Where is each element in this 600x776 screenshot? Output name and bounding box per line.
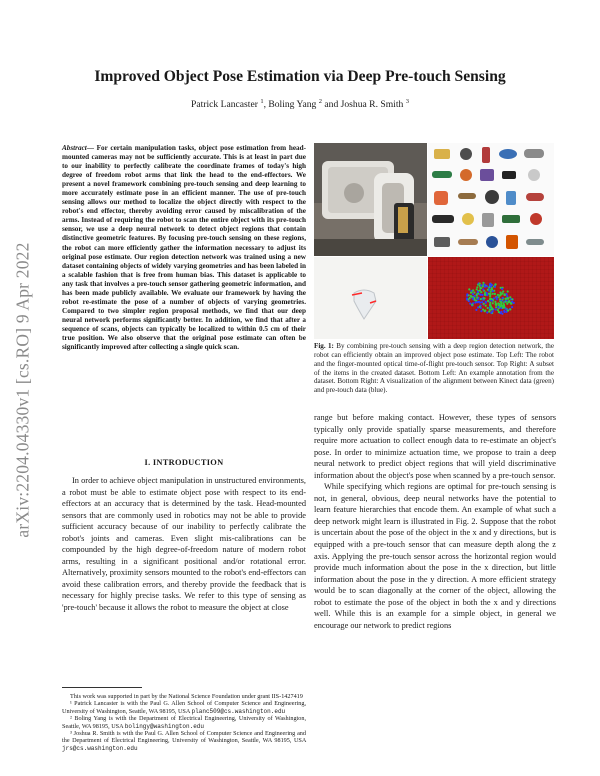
cloud-point (507, 310, 509, 312)
cloud-point (511, 298, 513, 300)
cloud-point (481, 301, 483, 303)
author-name: Boling Yang (268, 99, 317, 111)
author-separator: , (263, 99, 269, 111)
paper-title: Improved Object Pose Estimation via Deep Pre-touch Sensing (94, 68, 506, 85)
cloud-point (479, 306, 481, 308)
footnote-rule (62, 687, 142, 688)
cloud-point (475, 309, 477, 311)
section-heading: I. INTRODUCTION (144, 458, 224, 467)
alignment-visualization (428, 257, 554, 339)
cloud-point (487, 289, 489, 291)
cloud-point (468, 288, 470, 290)
cloud-point (480, 310, 482, 312)
author-mark: 3 (405, 98, 409, 105)
author-mark: 2 (318, 98, 322, 105)
caption-text: By combining pre-touch sensing with a deep region detection network, the robot can efficiently obtain an improved object pose estimate. Top Left: The robot and the finger-mounted optical time-of-flight pre-touch sensor. Top Right: A subset of the items in the created dataset. Bottom Left: An example annotation from the dataset. Bottom Right: A visualization of the alignment between Kinect data (green) and pre-touch data (blue). (314, 342, 554, 395)
cloud-point (470, 292, 472, 294)
cloud-point (501, 288, 503, 290)
cloud-point (494, 286, 496, 288)
cloud-point (476, 297, 478, 299)
cloud-point (496, 298, 498, 300)
arxiv-identifier (2, 180, 44, 600)
cloud-point (492, 310, 494, 312)
email-link[interactable]: jrs@cs.washington.edu (62, 744, 138, 752)
author-name: Patrick Lancaster (191, 99, 258, 111)
cloud-point (497, 309, 499, 311)
cloud-point (495, 303, 497, 305)
cloud-point (506, 303, 508, 305)
cloud-point (474, 295, 476, 297)
cloud-point (502, 297, 504, 299)
author-list (50, 98, 550, 110)
figure-caption (314, 342, 554, 395)
cloud-point (498, 311, 500, 313)
cloud-point (492, 290, 494, 292)
dataset-objects-grid (428, 143, 554, 256)
cloud-point (481, 294, 483, 296)
intro-paragraph: In order to achieve object manipulation in unstructured environments, a robot must be able to estimate object pose with respect to its end-effectors at an accuracy that is determined by the task. Head-mounted sensors that are commonly used in robotics may not be able to provide sufficient accuracy because of our inability to perfectly calibrate the robot's joints and cameras. Even slight mis-calibrations can be compounded by the high degree-of-freedom nature of modern robot arms, resulting in a significant positional and/or rotational error. Alternatively, proximity sensors mounted to the robot's end-effectors can avoid these calibration errors, and thereby provide the feedback that is necessary for highly precise tasks. We refer to this type of sensing as 'pre-touch' because it allows the robot to measure the object at close (62, 476, 306, 613)
cloud-point (489, 302, 491, 304)
annotation-example-panel (314, 257, 427, 339)
cloud-point (482, 288, 484, 290)
cloud-point (479, 283, 481, 285)
cloud-point (490, 291, 492, 293)
arxiv-id-text: arXiv:2204.04330v1 [cs.RO] 9 Apr 2022 (12, 242, 33, 538)
cloud-point (504, 298, 506, 300)
author-name: Joshua R. Smith (340, 99, 404, 111)
cloud-point (480, 298, 482, 300)
email-link[interactable]: planc509@cs.washington.edu (191, 707, 286, 715)
footnote-text: ² Boling Yang is with the Department of Electrical Engineering, University of Washington, Seattle, WA 98195, USA (62, 715, 306, 730)
footnote-author-2 (62, 715, 306, 730)
cloud-point (491, 287, 493, 289)
cloud-point (470, 295, 472, 297)
cloud-point (504, 301, 506, 303)
cloud-point (493, 297, 495, 299)
cloud-point (503, 304, 505, 306)
cloud-point (508, 301, 510, 303)
cloud-point (492, 302, 494, 304)
intro-left-column (62, 475, 306, 614)
cloud-point (511, 306, 513, 308)
cloud-point (483, 303, 485, 305)
cloud-point (486, 294, 488, 296)
cloud-point (497, 306, 499, 308)
cloud-point (500, 301, 502, 303)
figure-label: Fig. 1: (314, 342, 334, 350)
robot-photo (314, 143, 427, 256)
intro-paragraph: While specifying which regions are optimal for pre-touch sensing is not, in general, obvious, deep neural networks have the potential to learn feature hierarchies that encode them. An example of what such a deep network might learn is illustrated in Fig. 2. Suppose that the robot is uncertain about the pose of the object in the x and y directions, but is equipped with a pre-touch sensor that can measure depth along the z axis. Applying the pre-touch sensor across the horizontal region would provide much information about the pose in the x direction, but little information about the pose in the y direction. A more efficient strategy would be to scan diagonally at the corner of the object, allowing the robot to estimate the pose of the object in both the x and y directions well. While this is an example for a simple object, in general we encourage our network to predict regions (314, 482, 556, 630)
author-mark: 1 (260, 98, 264, 105)
cloud-point (472, 293, 474, 295)
cloud-point (497, 294, 499, 296)
cloud-point (472, 297, 474, 299)
cloud-point (495, 306, 497, 308)
cloud-point (489, 295, 491, 297)
cloud-point (485, 305, 487, 307)
cloud-point (489, 293, 491, 295)
annotation-example (314, 257, 427, 339)
cloud-point (480, 294, 482, 296)
cloud-point (476, 286, 478, 288)
cloud-point (472, 289, 474, 291)
footnote-author-1 (62, 700, 306, 715)
figure-1 (314, 143, 554, 339)
cloud-point (487, 307, 489, 309)
cloud-point (509, 308, 511, 310)
cloud-point (494, 293, 496, 295)
cloud-point (484, 294, 486, 296)
cloud-point (479, 301, 481, 303)
cloud-point (487, 300, 489, 302)
cloud-point (503, 293, 505, 295)
intro-continuation: range but before making contact. However, these types of sensors typically only provide spatially sparse measurements, and therefore require more actuation to collect enough data to re-estimate an object's pose. In order to minimize actuation time, we propose to train a deep neural network to predict object regions that will yield discriminative information about the object's pose when scanned by a pre-touch sensor. (314, 413, 556, 480)
cloud-point (484, 309, 486, 311)
cloud-point (501, 313, 503, 315)
cloud-point (477, 293, 479, 295)
cloud-point (496, 296, 498, 298)
email-link[interactable]: bolingy@washington.edu (124, 722, 205, 730)
cloud-point (502, 290, 504, 292)
cloud-point (499, 291, 501, 293)
alignment-visualization-panel (428, 257, 554, 339)
cloud-point (486, 285, 488, 287)
author-separator: and (322, 99, 341, 111)
cloud-point (489, 304, 491, 306)
cloud-point (466, 297, 468, 299)
cloud-point (482, 309, 484, 311)
footnote-text: ¹ Patrick Lancaster is with the Paul G. Allen School of Computer Science and Engineering, University of Washington, Seattle, WA 98195, USA (62, 700, 306, 715)
cloud-point (483, 297, 485, 299)
cloud-point (507, 290, 509, 292)
cloud-point (479, 287, 481, 289)
footnote-support: This work was supported in part by the National Science Foundation under grant IIS-1427419 (70, 693, 303, 700)
robot-photo-panel (314, 143, 427, 256)
cloud-point (486, 292, 488, 294)
cloud-point (491, 284, 493, 286)
footnote-text: ³ Joshua R. Smith is with the Paul G. Allen School of Computer Science and Engineering and the Department of Electrical Engineering, University of Washington, Seattle, WA 98195, USA (62, 730, 306, 745)
cloud-point (488, 310, 490, 312)
footnotes (62, 693, 306, 752)
cloud-point (513, 302, 515, 304)
abstract-lead: Abstract (62, 144, 87, 152)
abstract-text: — For certain manipulation tasks, object pose estimation from head-mounted cameras may not be sufficiently accurate. This is at least in part due to our inability to perfectly calibrate the coordinate frames of today's high degree of freedom robot arms that link the head to the end-effectors. We present a novel framework combining pre-touch sensing and deep learning to more accurately estimate pose in an efficient manner. The use of pre-touch sensing allows our method to localize the object directly with respect to the robot's end effector, thereby avoiding error caused by miscalibration of the arms. Instead of requiring the robot to scan the entire object with its pre-touch sensor, we use a deep neural network to detect object regions that contain distinctive geometric features. By focusing pre-touch sensing on these regions, the robot can more efficiently gather the information necessary to adjust its original pose estimate. Our region detection network was trained using a new dataset containing objects of widely varying geometries and has been labeled in a scalable fashion that is free from human bias. This dataset is applicable to any task that involves a pre-touch sensor gathering geometric information, and has been made publicly available. We evaluate our framework by having the robot re-estimate the pose of a number of objects of varying geometries. Compared to two simpler region proposal methods, we find that our deep neural network performs significantly better. In addition, we find that after a sequence of scans, objects can typically be localized to within 0.5 cm of their true position. We also observe that the original pose estimate can often be significantly improved after collecting a single quick scan. (62, 144, 306, 352)
cloud-point (466, 293, 468, 295)
cloud-point (495, 283, 497, 285)
cloud-point (484, 286, 486, 288)
cloud-point (490, 306, 492, 308)
cloud-point (480, 291, 482, 293)
cloud-point (469, 297, 471, 299)
cloud-point (503, 311, 505, 313)
footnote-author-3 (62, 730, 306, 752)
cloud-point (500, 294, 502, 296)
cloud-point (476, 301, 478, 303)
abstract (62, 144, 306, 352)
cloud-point (499, 298, 501, 300)
cloud-point (506, 295, 508, 297)
intro-right-column (314, 412, 556, 631)
cloud-point (480, 284, 482, 286)
cloud-point (484, 284, 486, 286)
cloud-point (490, 298, 492, 300)
cloud-point (492, 293, 494, 295)
cloud-point (485, 302, 487, 304)
cloud-point (486, 311, 488, 313)
dataset-objects-panel (428, 143, 554, 256)
cloud-point (471, 304, 473, 306)
cloud-point (476, 288, 478, 290)
cloud-point (473, 291, 475, 293)
cloud-point (495, 308, 497, 310)
cloud-point (510, 302, 512, 304)
